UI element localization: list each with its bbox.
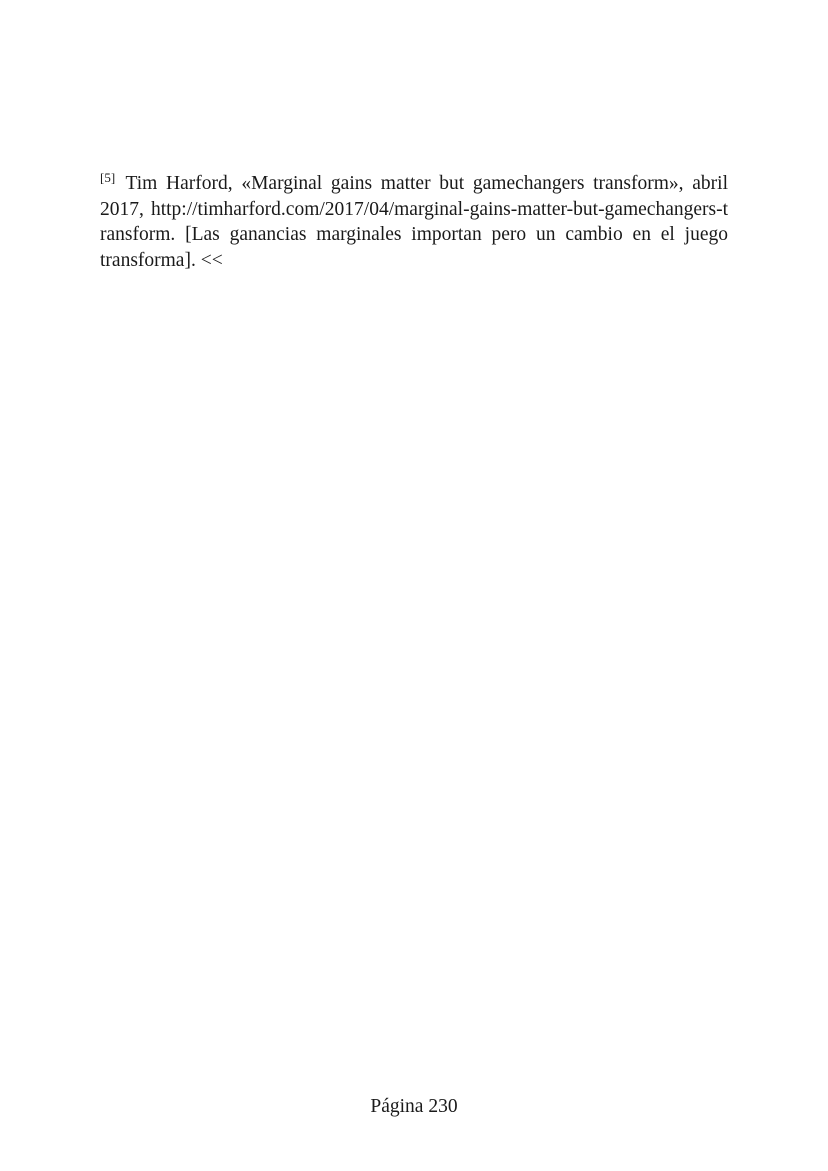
footnote-citation: Tim Harford, «Marginal gains matter but gamechangers transform», abril 2017, [100, 173, 728, 220]
footnote-back-link[interactable]: << [200, 249, 223, 271]
page-number: Página 230 [370, 1096, 458, 1117]
footnote [100, 171, 728, 273]
footnote-translation: [Las ganancias marginales importan pero un cambio en el juego transforma]. [100, 224, 728, 271]
footnote-marker[interactable]: [5] [100, 169, 116, 185]
footnote-url: http://timharford.com/2017/04/marginal-gains-matter-but-gamechangers-transform. [100, 198, 728, 245]
